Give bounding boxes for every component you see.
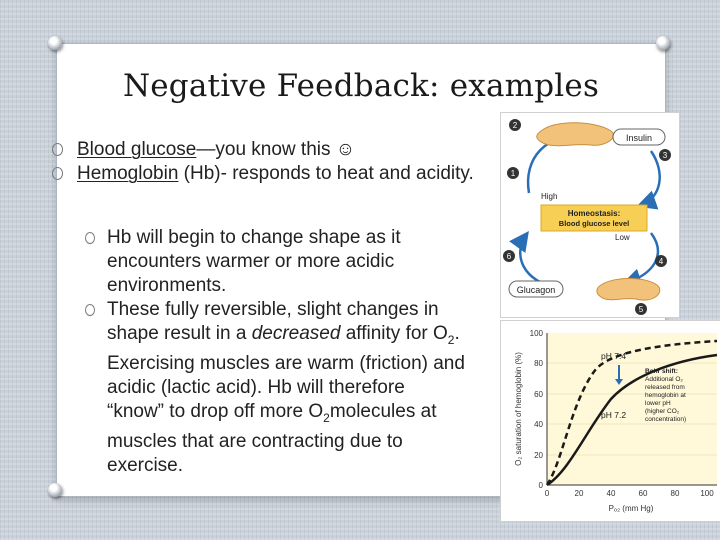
bullet-marker-icon — [85, 304, 95, 316]
step-2-label: 2 — [512, 121, 518, 130]
insulin-label: Insulin — [625, 133, 653, 143]
bullet-marker-icon — [52, 167, 63, 180]
homeostasis-title: Homeostasis: — [567, 209, 621, 218]
pin-top-right-icon — [656, 36, 670, 50]
bohr-line-3: released from — [645, 384, 685, 391]
o2-subscript: 2 — [447, 332, 455, 347]
bohr-line-7: concentration) — [645, 416, 687, 423]
arrow-insulin-to-level — [641, 151, 660, 205]
oxygen-dissociation-figure — [500, 320, 720, 522]
y-tick-60: 60 — [534, 390, 543, 399]
glucagon-label: Glucagon — [516, 285, 556, 295]
reversible-text-4: molecules at muscles that are contracting due to exercise. — [107, 400, 437, 476]
reversible-text-3: . Exercising muscles are warm (friction) and acidic (lactic acid). Hb will therefore “know” to drop off more O — [107, 323, 465, 422]
arrow-glucagon-to-level — [520, 235, 561, 288]
x-tick-20: 20 — [574, 489, 584, 498]
x-tick-40: 40 — [606, 489, 616, 498]
bohr-line-6: (higher CO₂ — [645, 408, 680, 415]
x-tick-labels — [545, 489, 714, 498]
step-1-label: 1 — [510, 169, 516, 178]
pancreas-top-icon — [537, 123, 614, 146]
x-tick-80: 80 — [670, 489, 680, 498]
y-tick-40: 40 — [534, 420, 543, 429]
y-tick-80: 80 — [534, 359, 543, 368]
bullet-marker-icon — [85, 232, 95, 244]
arrow-low-to-pancreas — [626, 233, 658, 283]
step-6-label: 6 — [506, 252, 512, 261]
decreased-emphasis: decreased — [251, 323, 341, 344]
y-tick-100: 100 — [529, 329, 543, 338]
plot-area — [547, 333, 717, 485]
ph74-label: pH 7.4 — [601, 351, 627, 361]
y-tick-labels — [530, 329, 544, 490]
x-tick-0: 0 — [544, 489, 550, 498]
pancreas-bottom-icon — [597, 278, 660, 300]
step-5-label: 5 — [638, 305, 644, 314]
blood-glucose-term: Blood glucose — [77, 139, 197, 160]
sub-bullet-list — [85, 226, 465, 478]
main-bullet-list — [52, 138, 492, 186]
shape-change-text: Hb will begin to change shape as it encounters warmer or more acidic environments. — [107, 227, 401, 296]
bohr-line-1: Bohr shift: — [645, 368, 678, 375]
step-4-label: 4 — [658, 257, 664, 266]
high-label: High — [541, 192, 558, 201]
ph72-label: pH 7.2 — [601, 410, 627, 420]
x-axis-label: Pₒ₂ (mm Hg) — [608, 504, 654, 513]
x-tick-100: 100 — [700, 489, 714, 498]
homeostasis-sub: Blood glucose level — [558, 219, 630, 228]
sub-bullet-reversible — [85, 298, 465, 478]
bullet-marker-icon — [52, 143, 63, 156]
pin-bottom-left-icon — [48, 483, 62, 497]
bohr-line-2: Additional O₂ — [645, 376, 683, 383]
blood-glucose-text: —you know this ☺ — [196, 139, 356, 160]
o2-subscript: 2 — [323, 410, 330, 425]
step-3-label: 3 — [662, 151, 668, 160]
hemoglobin-term: Hemoglobin — [77, 163, 179, 184]
reversible-text-1: These fully reversible, slight changes in shape result in a — [107, 299, 439, 344]
bullet-hemoglobin — [52, 162, 492, 186]
y-tick-20: 20 — [534, 451, 543, 460]
bohr-line-4: hemoglobin at — [645, 392, 686, 399]
low-label: Low — [615, 233, 630, 242]
hemoglobin-text: (Hb)- responds to heat and acidity. — [178, 163, 474, 184]
glucose-feedback-figure — [500, 112, 680, 318]
pin-top-left-icon — [48, 36, 62, 50]
sub-bullet-shape-change — [85, 226, 465, 298]
slide-title: Negative Feedback: examples — [122, 68, 600, 104]
bullet-blood-glucose — [52, 138, 492, 162]
reversible-text-2: affinity for O — [340, 323, 448, 344]
y-axis-label: O₂ saturation of hemoglobin (%) — [514, 352, 523, 466]
y-tick-0: 0 — [538, 481, 543, 490]
glucose-feedback-diagram — [501, 113, 679, 317]
bohr-line-5: lower pH — [645, 400, 671, 407]
oxygen-curve-chart — [501, 321, 720, 521]
x-tick-60: 60 — [638, 489, 648, 498]
